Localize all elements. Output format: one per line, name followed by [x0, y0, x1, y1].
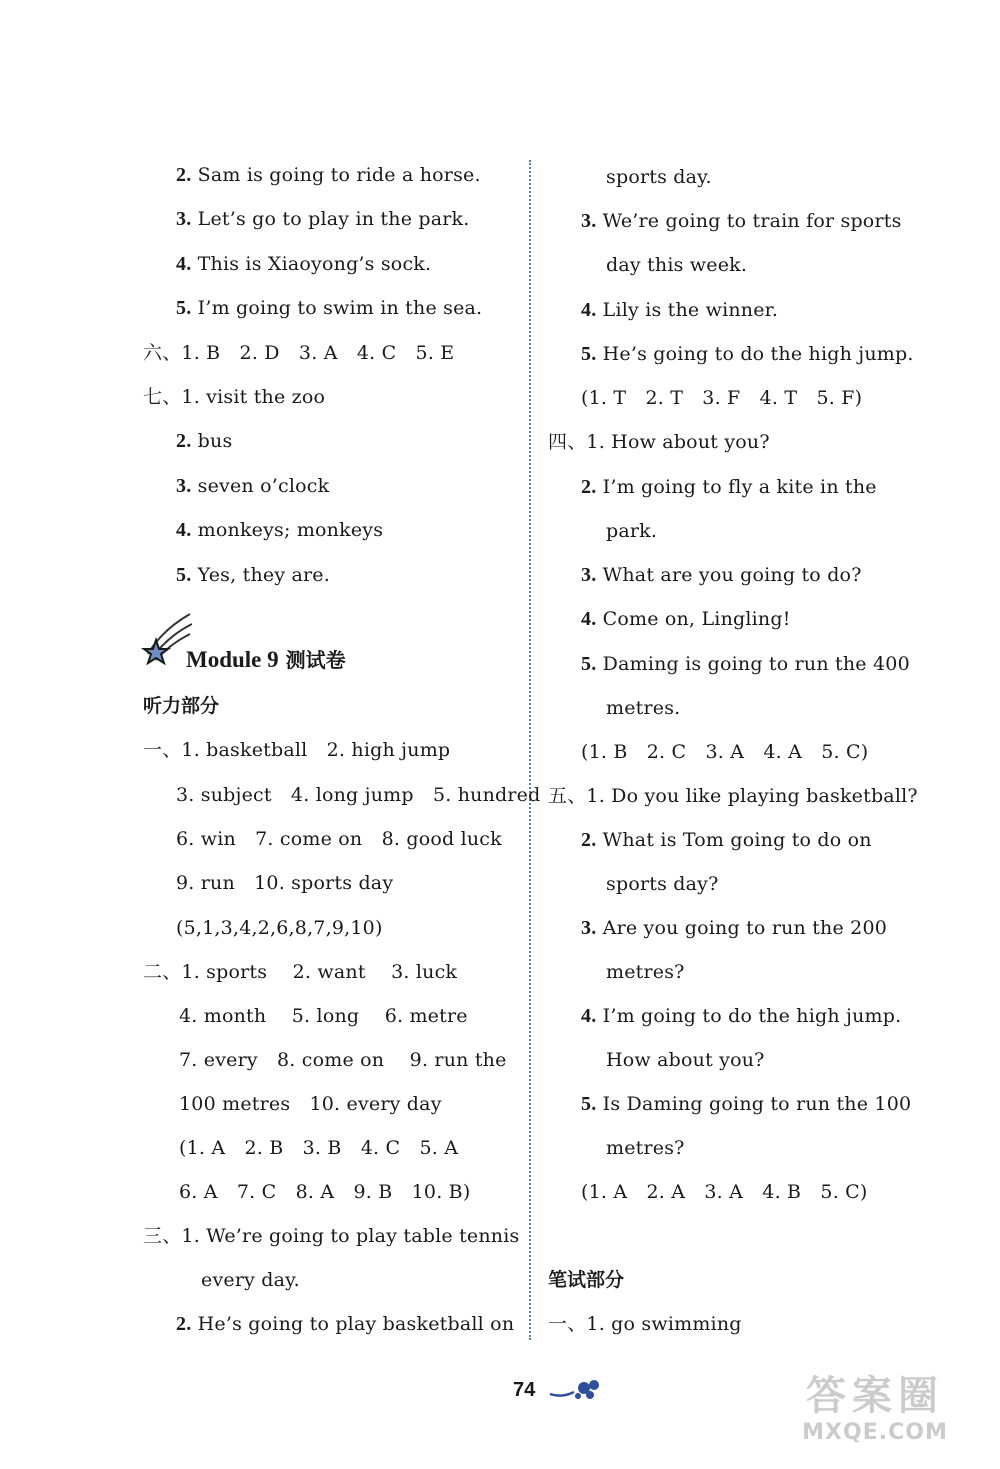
answer-line: 6. A 7. C 8. A 9. B 10. B)	[179, 1181, 471, 1203]
answer-line: 6. win 7. come on 8. good luck	[176, 828, 502, 850]
module-title: Module 9 测试卷	[186, 647, 346, 672]
watermark-logo: 答案圈 MXQE.COM	[802, 1373, 948, 1445]
answer-line: 五、1. Do you like playing basketball?	[548, 785, 918, 807]
answer-line: 4. I’m going to do the high jump.	[581, 1005, 902, 1027]
answer-line: 一、1. go swimming	[548, 1313, 742, 1335]
answer-line: 3. We’re going to train for sports	[581, 210, 902, 232]
page-number: 74	[513, 1379, 536, 1401]
section-header-written: 笔试部分	[548, 1269, 625, 1291]
answer-line: (1. B 2. C 3. A 4. A 5. C)	[581, 741, 869, 763]
answer-line: 3. Are you going to run the 200	[581, 917, 888, 939]
answer-line: 3. subject 4. long jump 5. hundred	[176, 784, 541, 806]
answer-line: 3. Let’s go to play in the park.	[176, 208, 470, 230]
answer-line: 9. run 10. sports day	[176, 872, 394, 894]
answer-line: 一、1. basketball 2. high jump	[143, 739, 451, 761]
answer-line: 2. What is Tom going to do on	[581, 829, 872, 851]
answer-line: 2. I’m going to fly a kite in the	[581, 476, 877, 498]
answer-line: 七、1. visit the zoo	[143, 386, 326, 408]
answer-line: every day.	[201, 1269, 300, 1291]
answer-line: 四、1. How about you?	[548, 431, 770, 453]
answer-line: 4. month 5. long 6. metre	[179, 1005, 468, 1027]
answer-line: 2. Sam is going to ride a horse.	[176, 164, 481, 186]
answer-line: 2. bus	[176, 430, 233, 452]
column-divider	[529, 160, 531, 1340]
answer-line: metres.	[606, 697, 681, 719]
answer-line: 4. monkeys; monkeys	[176, 519, 384, 541]
section-header-listening: 听力部分	[143, 695, 220, 717]
answer-line: 5. He’s going to do the high jump.	[581, 343, 914, 365]
answer-line: metres?	[606, 961, 685, 983]
answer-line: How about you?	[606, 1049, 765, 1071]
answer-line: 4. Come on, Lingling!	[581, 608, 791, 630]
answer-line: 5. I’m going to swim in the sea.	[176, 297, 483, 319]
flower-ornament-icon	[548, 1376, 604, 1402]
answer-line: 5. Is Daming going to run the 100	[581, 1093, 912, 1115]
answer-line: 二、1. sports 2. want 3. luck	[143, 961, 458, 983]
answer-line: 7. every 8. come on 9. run the	[179, 1049, 507, 1071]
answer-line: (1. A 2. B 3. B 4. C 5. A	[179, 1137, 459, 1159]
answer-line: 4. This is Xiaoyong’s sock.	[176, 253, 432, 275]
answer-line: (1. A 2. A 3. A 4. B 5. C)	[581, 1181, 868, 1203]
answer-line: 六、1. B 2. D 3. A 4. C 5. E	[143, 342, 455, 364]
answer-line: sports day?	[606, 873, 719, 895]
answer-line: 5. Daming is going to run the 400	[581, 653, 910, 675]
answer-line: (5,1,3,4,2,6,8,7,9,10)	[176, 917, 383, 939]
answer-line: 3. What are you going to do?	[581, 564, 862, 586]
answer-line: metres?	[606, 1137, 685, 1159]
answer-line: sports day.	[606, 166, 712, 188]
answer-line: (1. T 2. T 3. F 4. T 5. F)	[581, 387, 863, 409]
answer-line: 三、1. We’re going to play table tennis	[143, 1225, 520, 1247]
answer-line: park.	[606, 520, 658, 542]
answer-line: 4. Lily is the winner.	[581, 299, 779, 321]
shooting-star-icon	[140, 610, 192, 668]
answer-line: 5. Yes, they are.	[176, 564, 330, 586]
answer-line: day this week.	[606, 254, 748, 276]
answer-line: 2. He’s going to play basketball on	[176, 1313, 515, 1335]
answer-line: 3. seven o’clock	[176, 475, 330, 497]
answer-line: 100 metres 10. every day	[179, 1093, 442, 1115]
